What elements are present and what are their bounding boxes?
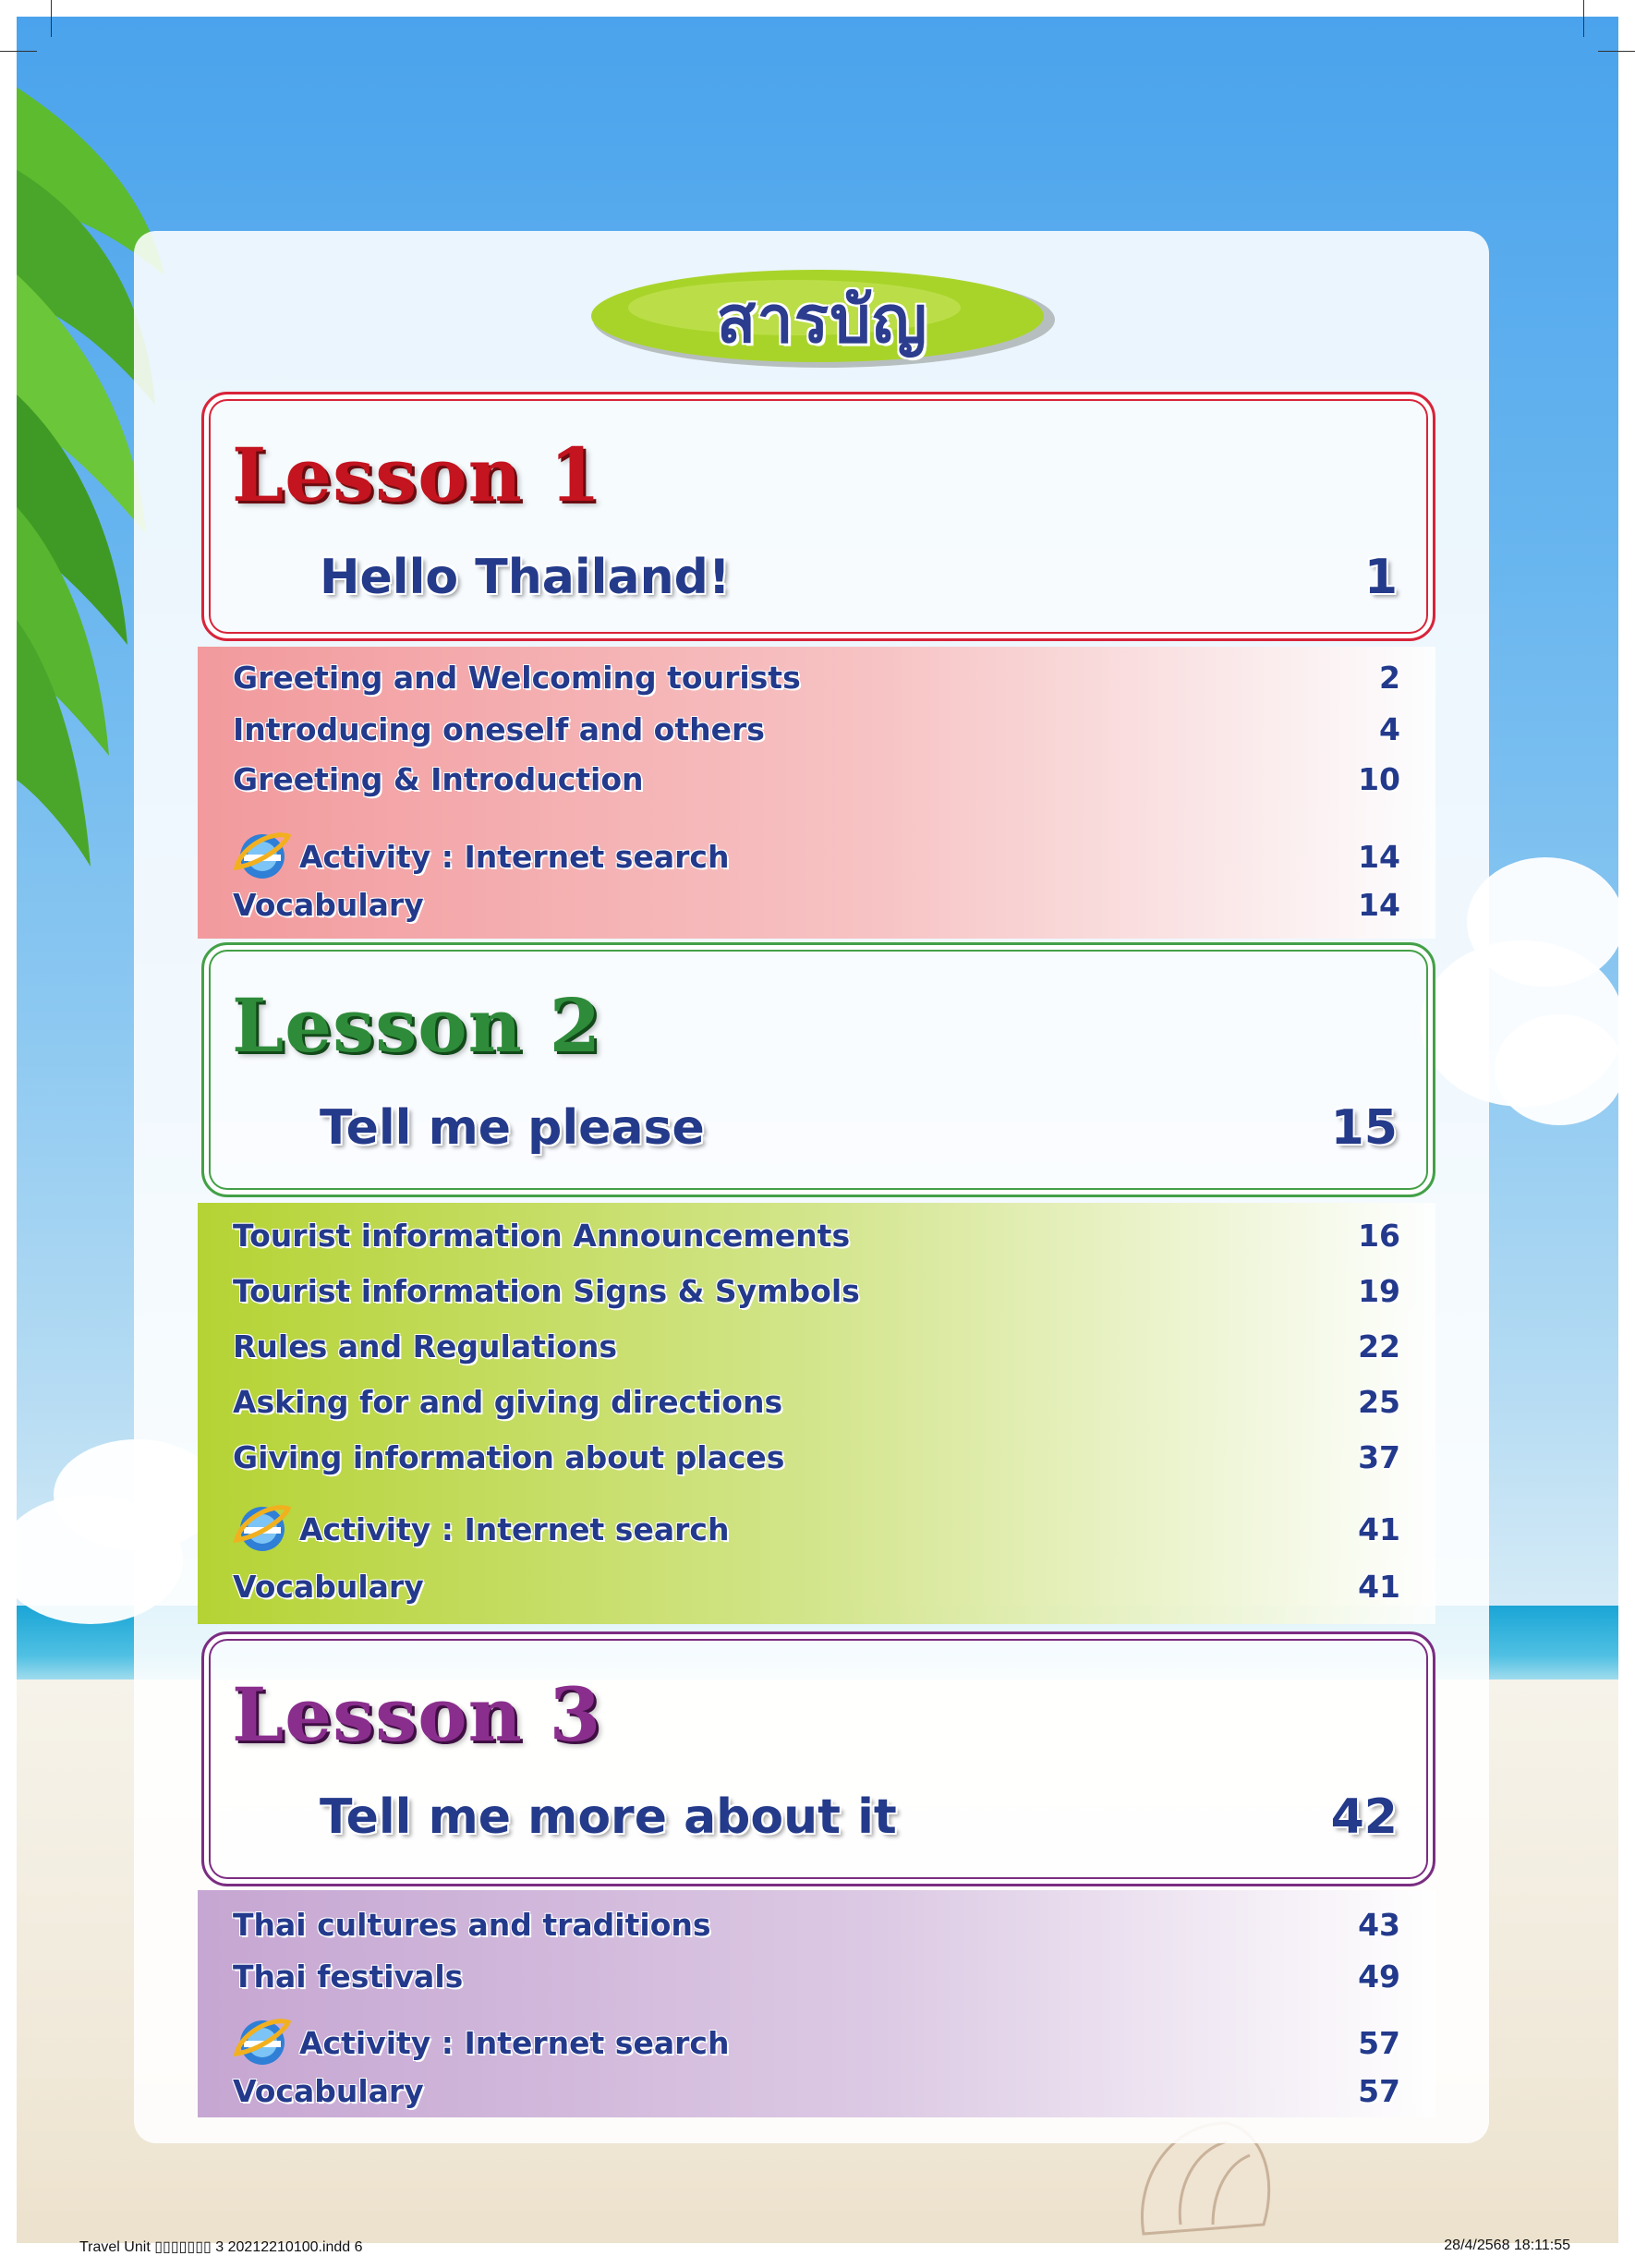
toc-entry-label: Activity : Internet search	[299, 838, 730, 875]
toc-entry[interactable]	[233, 706, 1400, 752]
toc-entry-label: Tourist information Announcements	[233, 1217, 851, 1254]
toc-entry-page: 57	[1358, 2072, 1400, 2109]
toc-entry-page: 19	[1358, 1272, 1400, 1309]
toc-entry[interactable]	[233, 1497, 1400, 1561]
toc-entry-page: 41	[1358, 1568, 1400, 1605]
toc-entry-page: 14	[1358, 838, 1400, 875]
toc-entry-label: Thai festivals	[233, 1958, 464, 1995]
cloud	[1495, 1014, 1618, 1125]
toc-entry-page: 43	[1358, 1906, 1400, 1943]
toc-entry[interactable]	[233, 1212, 1400, 1258]
toc-entry[interactable]	[233, 1901, 1400, 1947]
lesson-subtitle: Hello Thailand!	[320, 550, 731, 605]
print-slug-filename: Travel Unit ▯▯▯▯▯▯▯ 3 20212210100.indd 6	[79, 2239, 363, 2255]
lesson-heading: Lesson 3	[232, 1671, 602, 1758]
toc-entry-page: 14	[1358, 886, 1400, 923]
toc-entry-label: Vocabulary	[233, 2072, 424, 2109]
lesson-heading: Lesson 2	[232, 982, 602, 1069]
toc-entry-label: Activity : Internet search	[299, 1510, 730, 1547]
internet-explorer-icon	[233, 2013, 292, 2072]
crop-mark	[51, 0, 52, 37]
lesson-page-number: 42	[1330, 1789, 1398, 1845]
toc-entry-label: Introducing oneself and others	[233, 710, 765, 747]
crop-mark	[0, 51, 37, 52]
toc-entry[interactable]	[233, 2068, 1400, 2114]
toc-entry-page: 41	[1358, 1510, 1400, 1547]
toc-entry-page: 57	[1358, 2024, 1400, 2061]
crop-mark	[1583, 0, 1584, 37]
toc-entry-label: Activity : Internet search	[299, 2024, 730, 2061]
toc-entry-label: Greeting and Welcoming tourists	[233, 659, 801, 696]
toc-entry-label: Asking for and giving directions	[233, 1383, 783, 1420]
lesson-page-number: 15	[1330, 1100, 1398, 1156]
toc-entry-label: Thai cultures and traditions	[233, 1906, 711, 1943]
lesson-2-items	[198, 1203, 1435, 1624]
lesson-1-header	[201, 392, 1435, 641]
toc-entry-label: Greeting & Introduction	[233, 760, 644, 797]
internet-explorer-icon	[233, 1499, 292, 1558]
toc-entry-page: 16	[1358, 1217, 1400, 1254]
lesson-page-number: 1	[1363, 550, 1398, 605]
lesson-2-header	[201, 942, 1435, 1197]
toc-entry[interactable]	[233, 1378, 1400, 1425]
lesson-heading: Lesson 1	[232, 431, 602, 518]
toc-entry[interactable]	[233, 824, 1400, 889]
toc-entry-label: Giving information about places	[233, 1438, 785, 1475]
toc-entry-page: 49	[1358, 1958, 1400, 1995]
toc-entry[interactable]	[233, 1267, 1400, 1314]
toc-entry[interactable]	[233, 881, 1400, 928]
lesson-subtitle: Tell me more about it	[320, 1789, 897, 1845]
crop-mark	[1598, 51, 1635, 52]
toc-entry[interactable]	[233, 2010, 1400, 2075]
lesson-1-items	[198, 647, 1435, 939]
lesson-3-items	[198, 1890, 1435, 2117]
toc-entry-page: 37	[1358, 1438, 1400, 1475]
toc-entry[interactable]	[233, 1953, 1400, 1999]
print-slug-timestamp: 28/4/2568 18:11:55	[1444, 2238, 1570, 2253]
toc-entry[interactable]	[233, 756, 1400, 802]
toc-entry[interactable]	[233, 654, 1400, 700]
toc-entry-label: Vocabulary	[233, 1568, 424, 1605]
toc-entry[interactable]	[233, 1563, 1400, 1609]
toc-entry-label: Rules and Regulations	[233, 1328, 617, 1364]
toc-entry-label: Vocabulary	[233, 886, 424, 923]
toc-entry[interactable]	[233, 1323, 1400, 1369]
toc-entry[interactable]	[233, 1434, 1400, 1480]
internet-explorer-icon	[233, 827, 292, 886]
lesson-3-header	[201, 1631, 1435, 1886]
toc-entry-page: 4	[1379, 710, 1400, 747]
toc-entry-page: 22	[1358, 1328, 1400, 1364]
toc-entry-label: Tourist information Signs & Symbols	[233, 1272, 860, 1309]
page-title: สารบัญ	[716, 281, 928, 358]
lesson-subtitle: Tell me please	[320, 1100, 705, 1156]
toc-entry-page: 10	[1358, 760, 1400, 797]
toc-entry-page: 25	[1358, 1383, 1400, 1420]
toc-entry-page: 2	[1379, 659, 1400, 696]
